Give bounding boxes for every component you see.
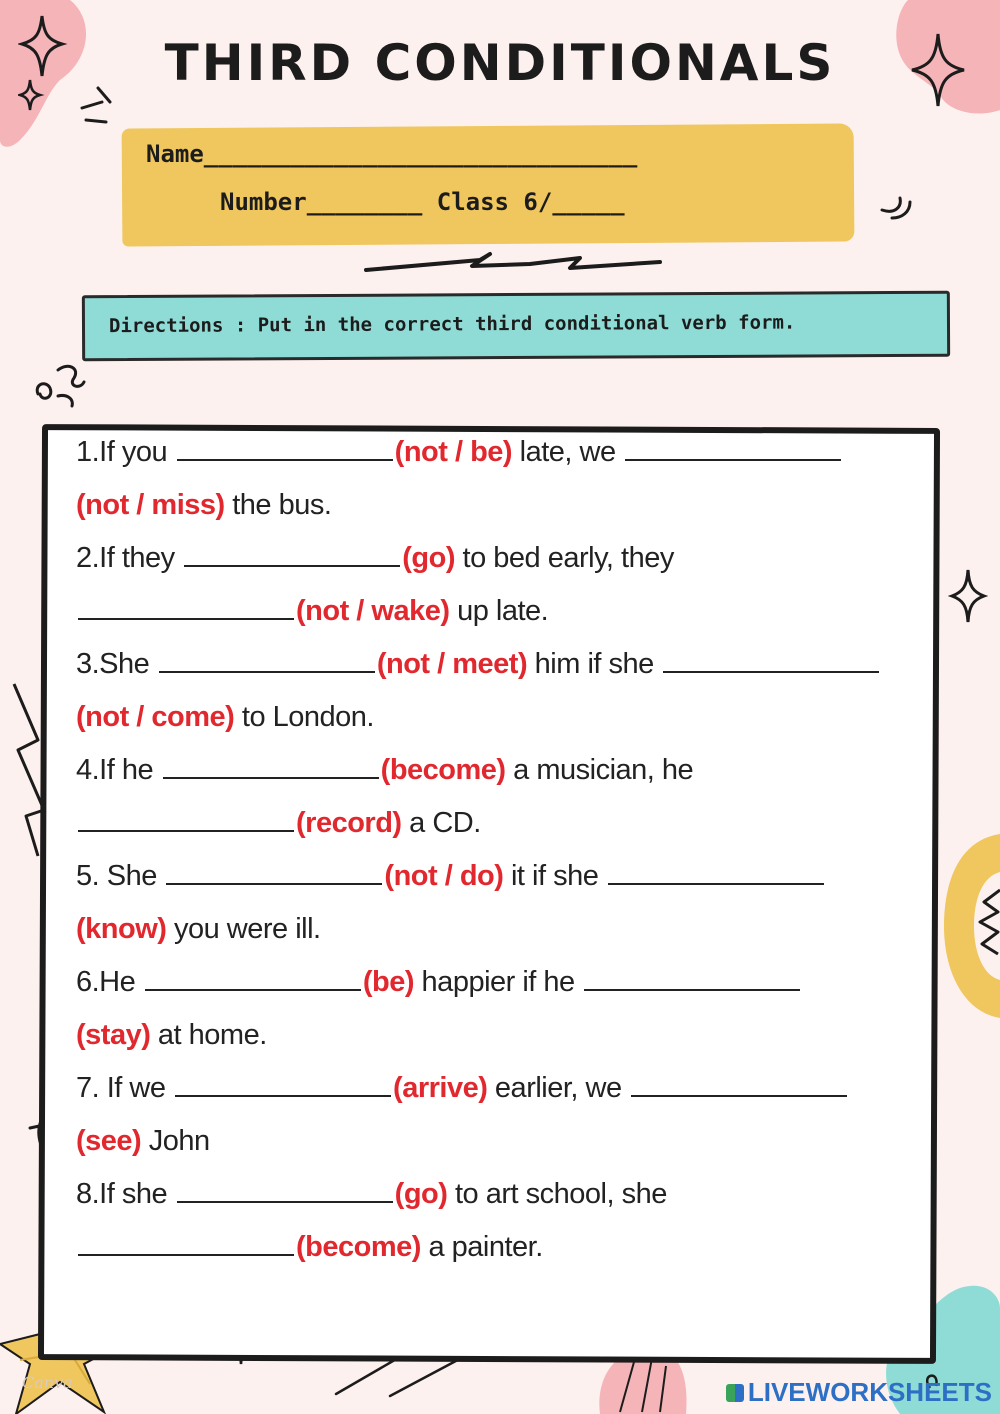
question-6-line1 bbox=[76, 966, 802, 999]
verb-hint: (stay) bbox=[76, 1019, 151, 1051]
verb-hint: (be) bbox=[362, 966, 414, 998]
sentence-text: at home. bbox=[150, 1019, 267, 1051]
question-5-line1 bbox=[76, 860, 826, 893]
question-2-line2 bbox=[76, 595, 548, 628]
number-class-field[interactable]: Number________ Class 6/_____ bbox=[220, 188, 625, 216]
verb-hint: (not / come) bbox=[76, 701, 235, 733]
sentence-text: 7. If we bbox=[76, 1072, 174, 1104]
answer-blank[interactable] bbox=[78, 1252, 294, 1256]
verb-hint: (go) bbox=[394, 1178, 448, 1210]
answer-blank[interactable] bbox=[159, 669, 375, 673]
answer-blank[interactable] bbox=[625, 457, 841, 461]
verb-hint: (not / be) bbox=[394, 436, 513, 468]
question-5-line2 bbox=[76, 913, 321, 946]
answer-blank[interactable] bbox=[163, 775, 379, 779]
sun-icon-right bbox=[940, 830, 1000, 1020]
sentence-text: late, we bbox=[512, 436, 624, 468]
directions-text: Directions : Put in the correct third conditional verb form. bbox=[108, 311, 796, 338]
question-8-line1 bbox=[76, 1178, 667, 1211]
sentence-text: it if she bbox=[503, 860, 606, 892]
verb-hint: (not / wake) bbox=[296, 595, 450, 627]
sentence-text: the bus. bbox=[224, 489, 332, 521]
answer-blank[interactable] bbox=[184, 563, 400, 567]
sentence-text: to art school, she bbox=[447, 1178, 667, 1210]
question-1-line1 bbox=[76, 436, 843, 469]
verb-hint: (become) bbox=[296, 1231, 421, 1263]
sentence-text: a painter. bbox=[420, 1231, 543, 1263]
liveworksheets-footer bbox=[726, 1377, 992, 1408]
sentence-text: earlier, we bbox=[487, 1072, 630, 1104]
question-6-line2 bbox=[76, 1019, 267, 1052]
question-4-line2 bbox=[76, 807, 481, 840]
sentence-text: 6.He bbox=[76, 966, 143, 998]
squiggle-icon-right bbox=[876, 188, 916, 228]
answer-blank[interactable] bbox=[608, 881, 824, 885]
question-3-line1 bbox=[76, 648, 881, 681]
answer-blank[interactable] bbox=[584, 987, 800, 991]
question-1-line2 bbox=[76, 489, 331, 522]
verb-hint: (arrive) bbox=[393, 1072, 488, 1104]
swirl-icon-left bbox=[28, 354, 88, 414]
sentence-text: you were ill. bbox=[166, 913, 321, 945]
verb-hint: (record) bbox=[296, 807, 402, 839]
question-3-line2 bbox=[76, 701, 374, 734]
question-7-line1 bbox=[76, 1072, 849, 1105]
sentence-text: 4.If he bbox=[76, 754, 161, 786]
verb-hint: (become) bbox=[380, 754, 506, 786]
sentence-text: up late. bbox=[449, 595, 549, 627]
sentence-text: 3.She bbox=[76, 648, 157, 680]
question-4-line1 bbox=[76, 754, 693, 787]
page-title: THIRD CONDITIONALS bbox=[164, 34, 836, 92]
sentence-text: 5. She bbox=[76, 860, 165, 892]
zigzag-divider bbox=[360, 248, 680, 278]
sentence-text: happier if he bbox=[414, 966, 583, 998]
answer-blank[interactable] bbox=[78, 828, 294, 832]
sentence-text: 1.If you bbox=[76, 436, 175, 468]
verb-hint: (see) bbox=[76, 1125, 142, 1157]
answer-blank[interactable] bbox=[78, 616, 294, 620]
answer-blank[interactable] bbox=[145, 987, 361, 991]
canva-watermark: Canva bbox=[22, 1373, 73, 1392]
footer-brand: LIVEWORKSHEETS bbox=[747, 1377, 992, 1407]
question-7-line2 bbox=[76, 1125, 210, 1158]
sentence-text: to London. bbox=[234, 701, 374, 733]
verb-hint: (go) bbox=[402, 542, 455, 574]
answer-blank[interactable] bbox=[177, 457, 393, 461]
answer-blank[interactable] bbox=[166, 881, 382, 885]
answer-blank[interactable] bbox=[175, 1093, 391, 1097]
sentence-text: a CD. bbox=[401, 807, 481, 839]
answer-blank[interactable] bbox=[663, 669, 879, 673]
directions-box bbox=[82, 291, 950, 362]
sentence-text: him if she bbox=[527, 648, 662, 680]
sentence-text: a musician, he bbox=[505, 754, 694, 786]
sparkle-icon-right bbox=[948, 566, 988, 626]
name-field[interactable]: Name______________________________ bbox=[146, 140, 638, 168]
verb-hint: (not / miss) bbox=[76, 489, 225, 521]
sentence-text: John bbox=[141, 1125, 210, 1157]
sentence-text: 8.If she bbox=[76, 1178, 175, 1210]
answer-blank[interactable] bbox=[631, 1093, 847, 1097]
sentence-text: 2.If they bbox=[76, 542, 183, 574]
question-2-line1 bbox=[76, 542, 674, 575]
verb-hint: (know) bbox=[76, 913, 167, 945]
verb-hint: (not / do) bbox=[384, 860, 504, 892]
answer-blank[interactable] bbox=[177, 1199, 393, 1203]
sentence-text: to bed early, they bbox=[454, 542, 674, 574]
verb-hint: (not / meet) bbox=[376, 648, 528, 680]
question-8-line2 bbox=[76, 1231, 543, 1264]
liveworksheets-logo-icon bbox=[726, 1384, 744, 1402]
